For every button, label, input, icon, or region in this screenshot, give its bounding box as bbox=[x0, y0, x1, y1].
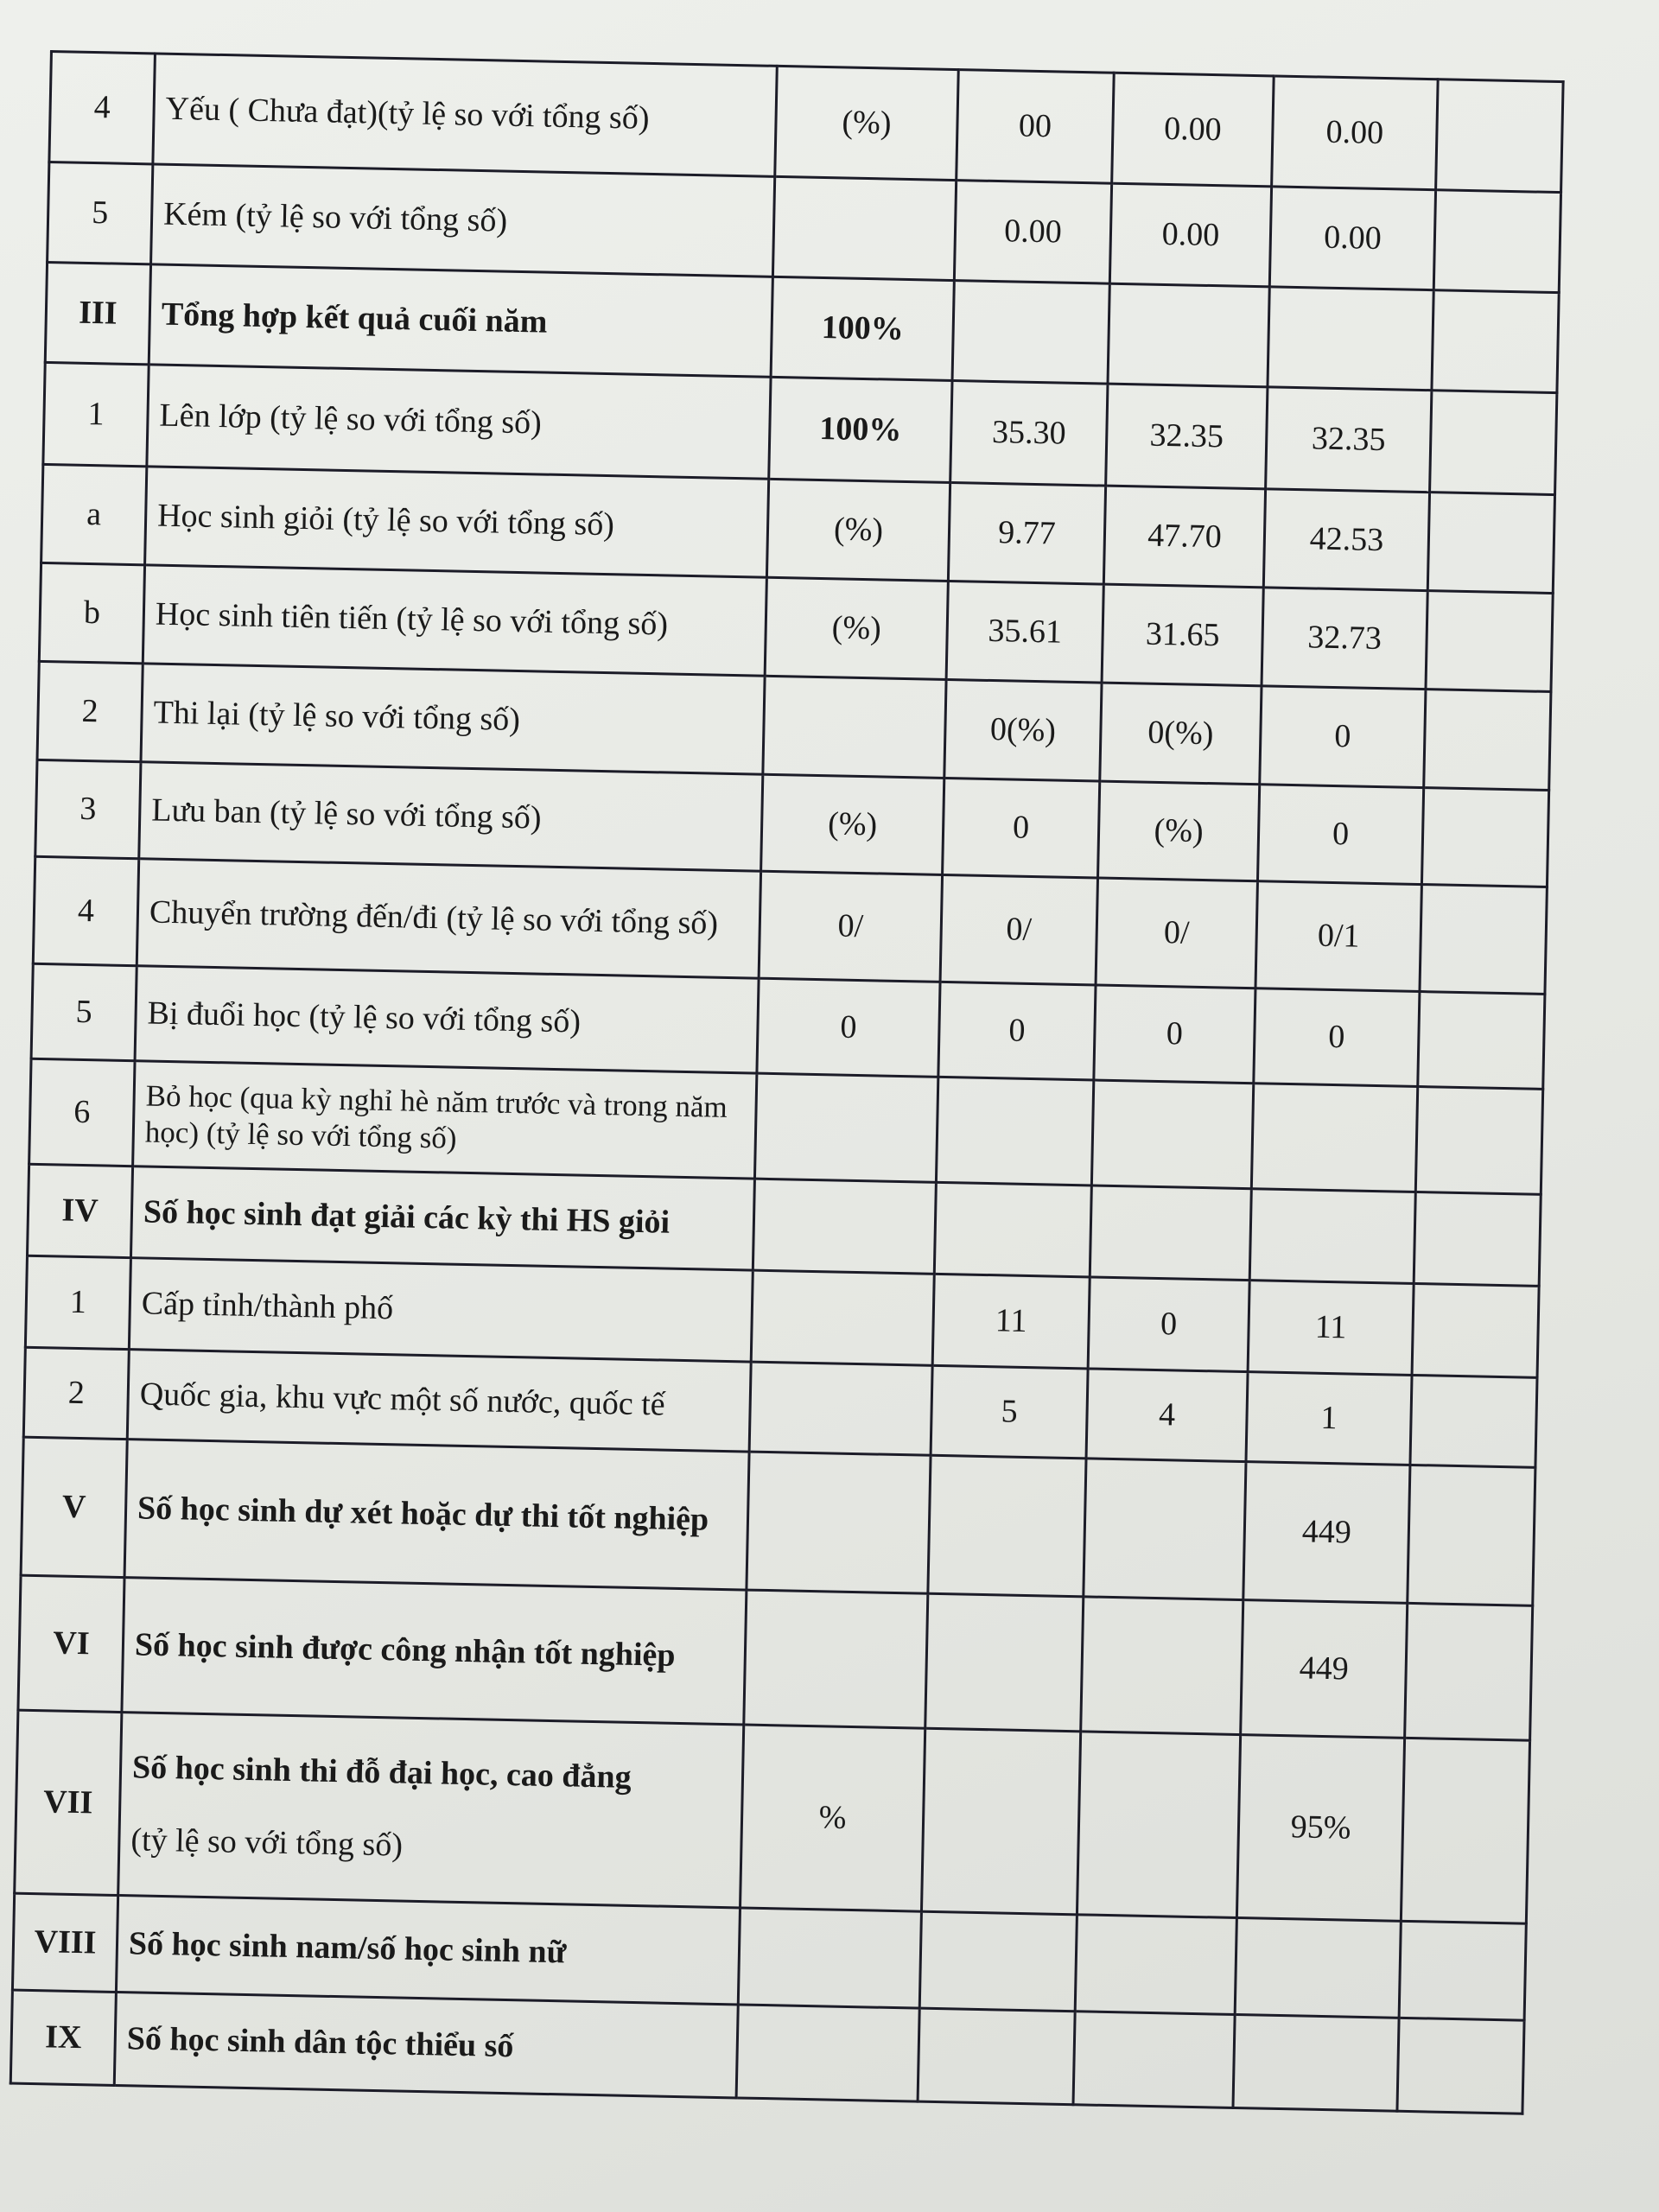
value-cell-2: 31.65 bbox=[1102, 584, 1263, 686]
unit-cell: 100% bbox=[771, 276, 954, 380]
statistics-table bbox=[10, 50, 1565, 2115]
value-cell-1: 11 bbox=[932, 1274, 1090, 1369]
row-label: Học sinh tiên tiến (tỷ lệ so với tổng số) bbox=[143, 565, 766, 676]
value-cell-4 bbox=[1430, 391, 1557, 495]
value-cell-1: 0(%) bbox=[944, 679, 1102, 781]
row-label: Cấp tỉnh/thành phố bbox=[129, 1258, 753, 1362]
row-label-note: (tỷ lệ so với tổng số) bbox=[130, 1821, 404, 1864]
value-cell-3: 0/1 bbox=[1255, 881, 1421, 992]
row-label: Lưu ban (tỷ lệ so với tổng số) bbox=[139, 762, 763, 871]
row-label: Lên lớp (tỷ lệ so với tổng số) bbox=[147, 365, 771, 479]
row-label: Số học sinh được công nhận tốt nghiệp bbox=[122, 1578, 747, 1725]
value-cell-4 bbox=[1432, 290, 1559, 393]
row-label: Bỏ học (qua kỳ nghỉ hè năm trước và trong năm học) (tỷ lệ so với tổng số) bbox=[133, 1061, 757, 1179]
value-cell-2: 0.00 bbox=[1112, 73, 1274, 187]
value-cell-1 bbox=[918, 2008, 1075, 2105]
value-cell-1: 0/ bbox=[940, 874, 1097, 985]
value-cell-3 bbox=[1233, 2014, 1399, 2111]
value-cell-2 bbox=[1073, 2012, 1235, 2108]
table-body bbox=[10, 52, 1563, 2114]
row-label: Thi lại (tỷ lệ so với tổng số) bbox=[141, 664, 765, 774]
unit-cell bbox=[763, 676, 946, 778]
value-cell-4 bbox=[1399, 1921, 1526, 2020]
value-cell-4 bbox=[1415, 1087, 1542, 1195]
row-number: 2 bbox=[37, 661, 143, 761]
value-cell-2: 47.70 bbox=[1103, 486, 1265, 588]
row-label-title: Số học sinh thi đỗ đại học, cao đẳng bbox=[131, 1749, 632, 1796]
value-cell-3: 32.35 bbox=[1266, 387, 1432, 493]
value-cell-2 bbox=[1108, 283, 1269, 387]
value-cell-2: 0(%) bbox=[1100, 683, 1262, 785]
value-cell-1: 9.77 bbox=[948, 483, 1105, 585]
value-cell-2: 32.35 bbox=[1106, 384, 1268, 489]
value-cell-4 bbox=[1408, 1465, 1535, 1605]
row-number: 1 bbox=[25, 1255, 130, 1349]
value-cell-4 bbox=[1436, 79, 1564, 193]
value-cell-1 bbox=[919, 1911, 1077, 2012]
value-cell-2: 0 bbox=[1094, 985, 1255, 1084]
value-cell-3: 32.73 bbox=[1262, 588, 1427, 690]
value-cell-4 bbox=[1426, 591, 1553, 692]
value-cell-3: 1 bbox=[1246, 1372, 1412, 1465]
unit-cell bbox=[749, 1362, 932, 1455]
row-label: Quốc gia, khu vực một số nước, quốc tế bbox=[127, 1350, 751, 1452]
value-cell-1: 0 bbox=[938, 982, 1096, 1080]
row-label: Số học sinh nam/số học sinh nữ bbox=[116, 1896, 740, 2005]
row-number: 2 bbox=[23, 1347, 129, 1439]
value-cell-1: 35.30 bbox=[950, 381, 1108, 486]
value-cell-3: 449 bbox=[1243, 1462, 1410, 1604]
row-number: VIII bbox=[12, 1893, 118, 1992]
value-cell-2 bbox=[1077, 1732, 1240, 1918]
row-label: Yếu ( Chưa đạt)(tỷ lệ so với tổng số) bbox=[153, 54, 777, 176]
value-cell-3: 0.00 bbox=[1269, 187, 1435, 290]
row-label: Tổng hợp kết quả cuối năm bbox=[149, 264, 772, 377]
value-cell-4 bbox=[1397, 2018, 1524, 2113]
value-cell-1: 35.61 bbox=[946, 581, 1103, 683]
value-cell-2 bbox=[1075, 1915, 1236, 2015]
row-label bbox=[118, 1713, 744, 1908]
row-label: Bị đuổi học (tỷ lệ so với tổng số) bbox=[135, 966, 759, 1073]
value-cell-4 bbox=[1401, 1738, 1529, 1923]
unit-cell: 0 bbox=[757, 978, 940, 1077]
value-cell-3: 0.00 bbox=[1272, 76, 1439, 190]
value-cell-3 bbox=[1249, 1189, 1415, 1284]
unit-cell bbox=[753, 1179, 936, 1274]
row-number: 4 bbox=[33, 856, 138, 965]
row-number: b bbox=[39, 563, 144, 663]
value-cell-3: 42.53 bbox=[1263, 489, 1429, 591]
value-cell-1 bbox=[952, 281, 1109, 385]
value-cell-1: 0 bbox=[943, 778, 1100, 878]
value-cell-4 bbox=[1427, 493, 1554, 594]
value-cell-4 bbox=[1420, 885, 1547, 995]
row-number: 4 bbox=[49, 52, 156, 164]
value-cell-2 bbox=[1091, 1080, 1253, 1189]
row-number: 5 bbox=[48, 162, 153, 264]
value-cell-1: 0.00 bbox=[954, 181, 1111, 284]
value-cell-4 bbox=[1412, 1283, 1539, 1377]
row-number: VI bbox=[18, 1575, 124, 1712]
value-cell-1 bbox=[936, 1077, 1093, 1185]
value-cell-2 bbox=[1084, 1459, 1246, 1600]
unit-cell bbox=[738, 1908, 921, 2008]
unit-cell bbox=[744, 1590, 928, 1728]
value-cell-4 bbox=[1433, 190, 1560, 293]
value-cell-1 bbox=[934, 1182, 1091, 1277]
unit-cell: (%) bbox=[761, 774, 944, 874]
table-row bbox=[15, 1710, 1530, 1923]
unit-cell bbox=[736, 2005, 919, 2101]
value-cell-4 bbox=[1418, 992, 1545, 1090]
row-number: III bbox=[45, 262, 150, 364]
value-cell-2: 0/ bbox=[1096, 878, 1257, 988]
unit-cell: % bbox=[741, 1725, 925, 1911]
value-cell-2: 0 bbox=[1088, 1277, 1249, 1372]
unit-cell: (%) bbox=[775, 66, 959, 180]
row-number: VII bbox=[15, 1710, 122, 1895]
value-cell-3: 0 bbox=[1260, 686, 1426, 788]
unit-cell bbox=[772, 176, 956, 280]
value-cell-4 bbox=[1421, 788, 1548, 887]
value-cell-1: 5 bbox=[931, 1365, 1088, 1459]
value-cell-3: 0 bbox=[1257, 785, 1423, 885]
value-cell-2 bbox=[1090, 1185, 1251, 1281]
value-cell-3: 0 bbox=[1254, 988, 1420, 1087]
value-cell-2: 4 bbox=[1086, 1369, 1248, 1462]
row-label: Số học sinh đạt giải các kỳ thi HS giỏi bbox=[130, 1166, 754, 1270]
row-number: 6 bbox=[29, 1058, 135, 1166]
value-cell-1 bbox=[921, 1728, 1080, 1915]
unit-cell bbox=[751, 1270, 934, 1365]
value-cell-4 bbox=[1405, 1603, 1533, 1740]
value-cell-3: 95% bbox=[1236, 1735, 1404, 1922]
unit-cell: (%) bbox=[766, 479, 950, 581]
row-number: IX bbox=[10, 1990, 116, 2085]
row-number: V bbox=[21, 1437, 127, 1577]
row-number: 1 bbox=[43, 362, 149, 466]
unit-cell bbox=[754, 1073, 938, 1182]
value-cell-2: 0.00 bbox=[1109, 183, 1271, 287]
value-cell-1 bbox=[928, 1455, 1086, 1597]
value-cell-4 bbox=[1410, 1375, 1537, 1467]
row-label: Học sinh giỏi (tỷ lệ so với tổng số) bbox=[145, 467, 769, 577]
value-cell-3 bbox=[1235, 1917, 1401, 2018]
value-cell-4 bbox=[1424, 690, 1551, 791]
row-label: Kém (tỷ lệ so với tổng số) bbox=[151, 164, 775, 276]
value-cell-2 bbox=[1081, 1597, 1243, 1735]
value-cell-2: (%) bbox=[1098, 781, 1260, 881]
row-number: IV bbox=[27, 1164, 132, 1257]
value-cell-3: 449 bbox=[1241, 1600, 1408, 1738]
row-number: 3 bbox=[35, 760, 141, 858]
row-label: Số học sinh dự xét hoặc dự thi tốt nghiệp bbox=[124, 1440, 749, 1590]
unit-cell bbox=[747, 1452, 931, 1593]
unit-cell: (%) bbox=[765, 577, 948, 679]
row-label: Số học sinh dân tộc thiểu số bbox=[114, 1992, 738, 2097]
value-cell-1 bbox=[925, 1593, 1084, 1732]
value-cell-3 bbox=[1268, 287, 1433, 391]
value-cell-4 bbox=[1414, 1192, 1541, 1286]
value-cell-3: 11 bbox=[1248, 1281, 1414, 1376]
unit-cell: 0/ bbox=[759, 871, 942, 982]
row-number: a bbox=[41, 464, 147, 564]
value-cell-3 bbox=[1251, 1084, 1417, 1192]
row-number: 5 bbox=[31, 963, 137, 1060]
value-cell-1: 00 bbox=[957, 70, 1115, 184]
unit-cell: 100% bbox=[769, 377, 952, 482]
row-label: Chuyển trường đến/đi (tỷ lệ so với tổng số) bbox=[137, 859, 760, 978]
